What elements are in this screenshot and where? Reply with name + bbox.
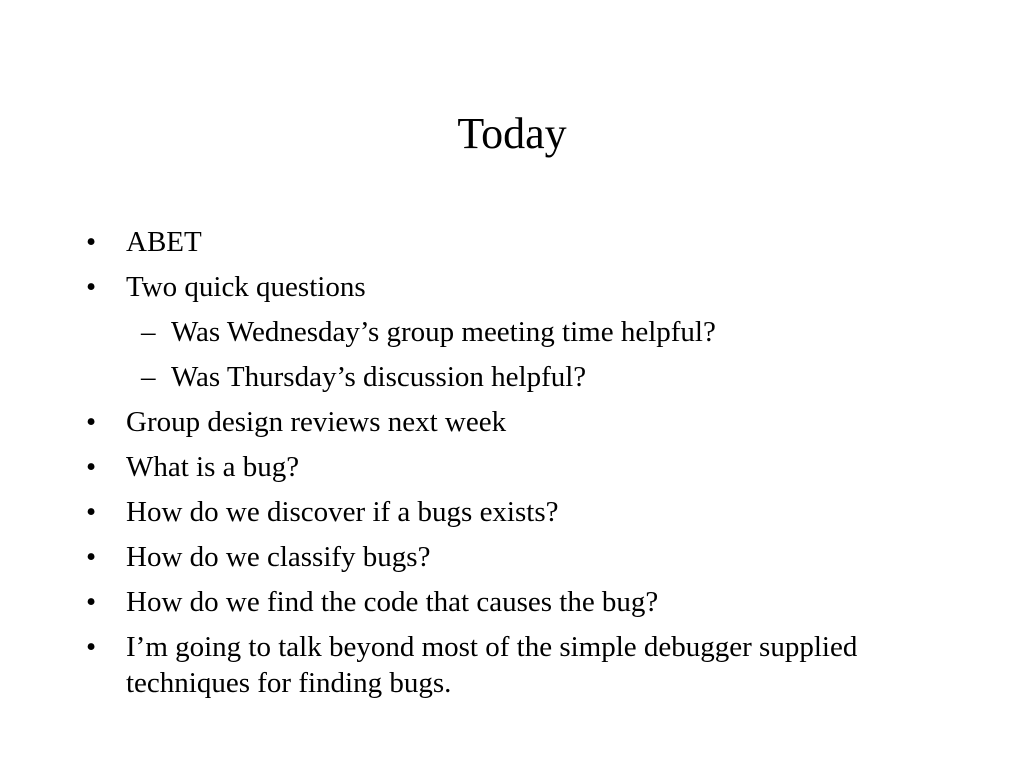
bullet-marker: • [86, 631, 97, 663]
list-item [86, 629, 966, 701]
bullet-marker: • [86, 406, 97, 438]
sub-list-item [86, 314, 966, 350]
list-item-text: Two quick questions [126, 271, 366, 303]
bullet-marker: • [86, 496, 97, 528]
list-item [86, 449, 966, 485]
list-item [86, 584, 966, 620]
list-item-text: How do we classify bugs? [126, 541, 431, 573]
slide-title: Today [457, 109, 567, 158]
list-item-text: How do we find the code that causes the bug? [126, 586, 659, 618]
list-item [86, 494, 966, 530]
list-item-text: What is a bug? [126, 451, 300, 483]
sub-list-item [86, 359, 966, 395]
list-item-text: How do we discover if a bugs exists? [126, 496, 559, 528]
bullet-marker: • [86, 541, 97, 573]
bullet-marker: • [86, 451, 97, 483]
sub-list-item-text: Was Thursday’s discussion helpful? [171, 361, 587, 393]
list-item [86, 404, 966, 440]
list-item [86, 269, 966, 305]
dash-marker: – [141, 316, 156, 348]
list-item-text: I’m going to talk beyond most of the simple debugger supplied techniques for finding bugs. [126, 631, 858, 699]
list-item-text: ABET [126, 226, 202, 258]
list-item [86, 539, 966, 575]
bullet-marker: • [86, 586, 97, 618]
bullet-list [86, 224, 966, 710]
list-item-text: Group design reviews next week [126, 406, 507, 438]
dash-marker: – [141, 361, 156, 393]
bullet-marker: • [86, 226, 97, 258]
bullet-marker: • [86, 271, 97, 303]
sub-list-item-text: Was Wednesday’s group meeting time helpful? [171, 316, 716, 348]
list-item [86, 224, 966, 260]
